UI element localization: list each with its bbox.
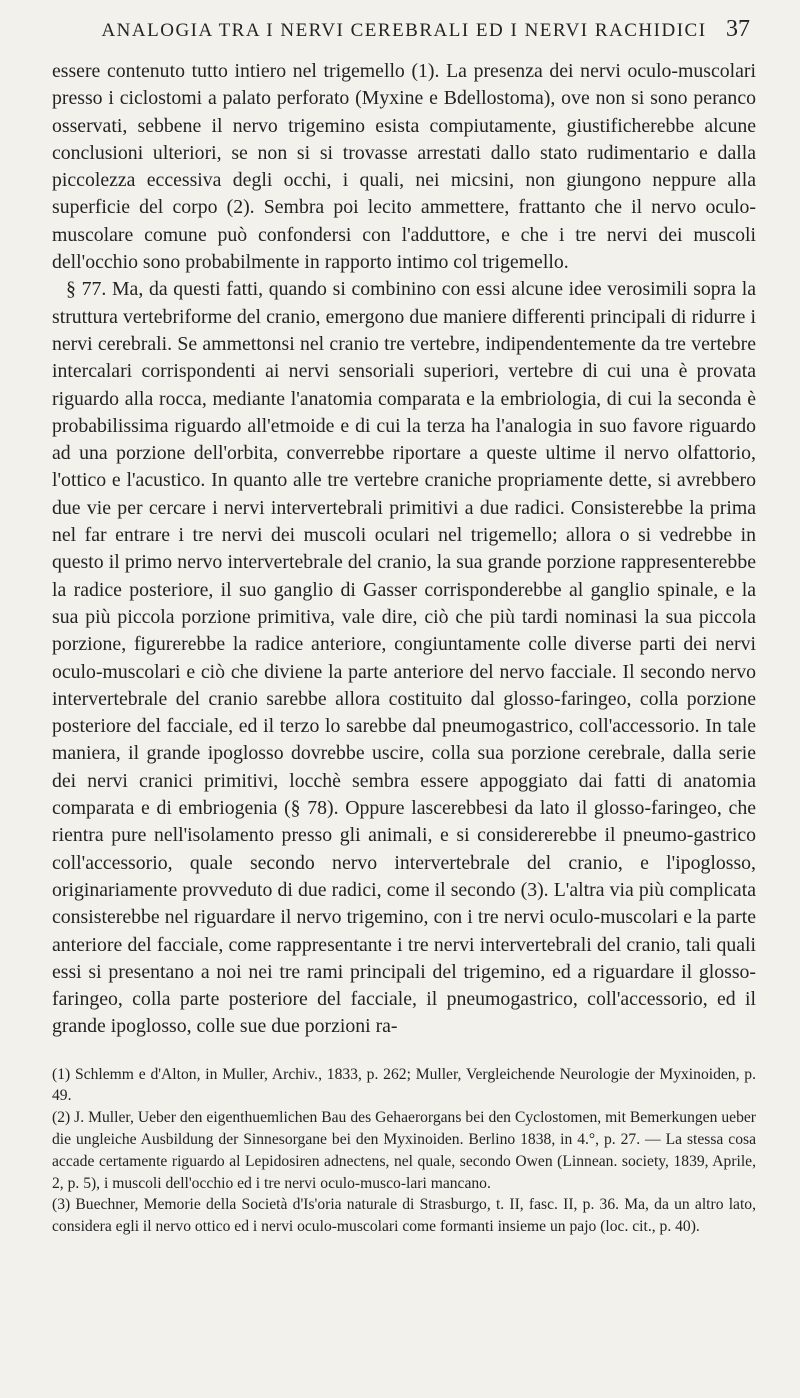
paragraph-section-77: § 77. Ma, da questi fatti, quando si combinino con essi alcune idee verosimili sopra la struttura vertebriforme del cranio, emergono due maniere differenti principali di ridurre i nervi cerebrali. Se ammettonsi nel cranio tre vertebre, indipendentemente da tre vertebre intercalari corrispondenti ai nervi sensoriali superiori, vertebre di cui una è provata riguardo alla rocca, mediante l'anatomia comparata e la embriologia, di cui la seconda è probabilissima riguardo all'etmoide e di cui la terza ha l'analogia in suo favore riguardo ad una porzione dell'orbita, converrebbe riportare a queste ultime il nervo olfattorio, l'ottico e l'acustico. In quanto alle tre vertebre craniche propriamente dette, si avrebbero due vie per cercare i nervi intervertebrali primitivi a due radici. Consisterebbe la prima nel far entrare i tre nervi dei muscoli oculari nel trigemello; allora o si vedrebbe in questo il primo nervo intervertebrale del cranio, la sua grande porzione rappresenterebbe la radice posteriore, il suo ganglio di Gasser corrisponderebbe al ganglio spinale, e la sua più piccola porzione primitiva, vale dire, ciò che più tardi nominasi la sua piccola porzione, figurerebbe la radice anteriore, congiuntamente colle diverse parti dei nervi oculo-muscolari e ciò che diviene la parte anteriore del nervo facciale. Il secondo nervo intervertebrale del cranio sarebbe allora costituito dal glosso-faringeo, colla porzione posteriore del facciale, ed il terzo lo sarebbe dal pneumogastrico, coll'accessorio. In tale maniera, il grande ipoglosso dovrebbe uscire, colla sua porzione cerebrale, dalla serie dei nervi cranici primitivi, locchè sembra essere appoggiato dai fatti di anatomia comparata e di embriogenia (§ 78). Oppure lascerebbesi da lato il glosso-faringeo, che rientra pure nell'isolamento presso gli animali, e si considererebbe il pneumo-gastrico coll'accessorio, quale secondo nervo intervertebrale del cranio, e l'ipoglosso, originariamente provveduto di due radici, come il secondo (3). L'altra via più complicata consisterebbe nel riguardare il nervo trigemino, con i tre nervi oculo-muscolari e la parte anteriore del facciale, come rappresentante i tre nervi intervertebrali del cranio, tali quali essi si presentano a noi nei tre rami principali del trigemino, ed a riguardare il glosso-faringeo, colla parte posteriore del facciale, il pneumogastrico, coll'accessorio, ed il grande ipoglosso, colle sue due porzioni ra- (52, 278, 756, 1038)
footnote-1: (1) Schlemm e d'Alton, in Muller, Archiv., 1833, p. 262; Muller, Vergleichende Neurologie der Myxinoiden, p. 49. (52, 1065, 756, 1105)
footnote-2: (2) J. Muller, Ueber den eigenthuemlichen Bau des Gehaerorgans bei den Cyclostomen, mit Bemerkungen ueber die ungleiche Ausbildung der Sinnesorgane bei den Myxinoiden. Berlino 1838, in 4.°, p. 27. — La stessa cosa accade certamente riguardo al Lepidosiren adnectens, nel quale, secondo Owen (Linnean. society, 1839, Aprile, 2, p. 5), i muscoli dell'occhio ed i tre nervi oculo-musco-lari mancano. (52, 1109, 756, 1192)
paragraph-continuation: essere contenuto tutto intiero nel trigemello (1). La presenza dei nervi oculo-muscolari presso i ciclostomi a palato perforato (Myxine e Bdellostoma), ove non si sono peranco osservati, sebbene il nervo trigemino esista compiutamente, giustificherebbe alcune conclusioni ulteriori, se non si si trovasse arrestati dallo stato rudimentario e dalla piccolezza eccessiva degli occhi, i quali, nei micsini, non giungono neppure alla superficie del corpo (2). Sembra poi lecito ammettere, frattanto che il nervo oculo-muscolare comune può confondersi con l'adduttore, e che i tre nervi dei muscoli dell'occhio sono probabilmente in rapporto intimo col trigemello. (52, 60, 756, 274)
footnote-3: (3) Buechner, Memorie della Società d'Is'oria naturale di Strasburgo, t. II, fasc. II, p. 36. Ma, da un altro lato, considera egli il nervo ottico ed i nervi oculo-muscolari come formanti insieme un pajo (loc. cit., p. 40). (52, 1196, 756, 1236)
page-number: 37 (726, 16, 750, 42)
footnotes (52, 1064, 756, 1238)
running-head: ANALOGIA TRA I NERVI CEREBRALI ED I NERVI RACHIDICI (101, 20, 707, 41)
footnote-separator (52, 1055, 756, 1056)
body-text (52, 58, 756, 1041)
page-header (52, 0, 756, 58)
